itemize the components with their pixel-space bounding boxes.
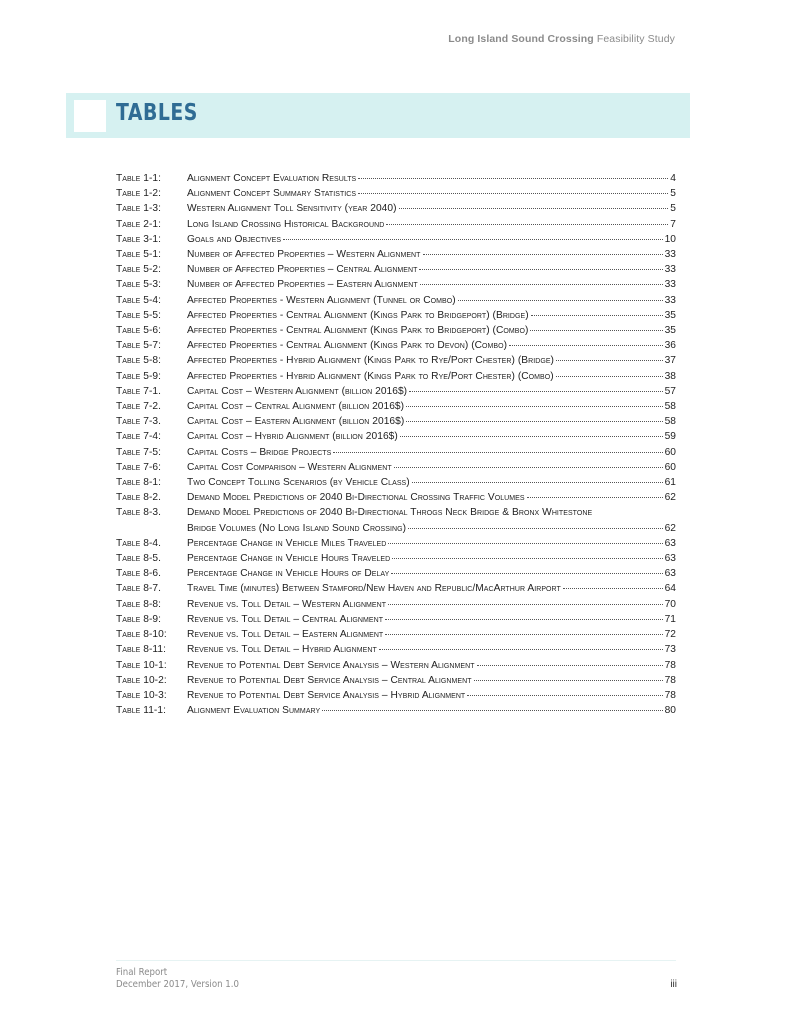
dot-leader [385,619,663,620]
dot-leader [474,680,663,681]
toc-entry-title: Revenue to Potential Debt Service Analysis – Hybrid Alignment [187,689,466,701]
toc-entry-page: 5 [670,203,676,215]
toc-entry[interactable] [116,551,676,566]
toc-entry-number: Table 5-5: [116,309,162,321]
toc-entry[interactable] [116,597,676,612]
toc-entry-title: Capital Cost – Hybrid Alignment (billion 2016$) [187,431,398,443]
dot-leader [477,665,663,666]
toc-entry-number: Table 7-6: [116,461,162,473]
toc-entry-number: Table 5-3: [116,279,162,291]
section-title: TABLES [116,100,198,126]
toc-entry-title: Capital Cost Comparison – Western Alignment [187,461,392,473]
dot-leader [420,284,663,285]
toc-entry-page: 35 [664,325,676,337]
toc-entry-number: Table 5-1: [116,249,162,261]
dot-leader [388,604,662,605]
dot-leader [394,467,663,468]
toc-entry-page: 58 [664,416,676,428]
toc-entry-title: Long Island Crossing Historical Background [187,218,385,230]
toc-entry[interactable] [116,612,676,627]
dot-leader [406,406,662,407]
toc-entry-number: Table 8-11: [116,644,166,656]
toc-entry[interactable] [116,566,676,581]
toc-entry-number: Table 5-9: [116,370,162,382]
toc-entry-number: Table 1-3: [116,203,162,215]
toc-entry-page: 78 [664,689,676,701]
dot-leader [530,330,662,331]
toc-entry[interactable] [116,581,676,596]
toc-entry-number: Table 7-4: [116,431,162,443]
toc-entry-page: 37 [664,355,676,367]
toc-entry-page: 78 [664,674,676,686]
toc-entry-title: Capital Costs – Bridge Projects [187,446,332,458]
toc-entry-title: Revenue vs. Toll Detail – Western Alignment [187,598,387,610]
toc-entry-number: Table 8-1: [116,477,162,489]
toc-entry-page: 78 [664,659,676,671]
toc-entry-title: Affected Properties - Central Alignment (Kings Park to Devon) (Combo) [187,340,508,352]
toc-entry-number: Table 2-1: [116,218,162,230]
toc-entry-page: 61 [664,477,676,489]
dot-leader [358,193,668,194]
dot-leader [406,421,662,422]
dot-leader [391,573,662,574]
toc-entry-title: Capital Cost – Eastern Alignment (billion 2016$) [187,416,405,428]
toc-entry-number: Table 5-4: [116,294,162,306]
toc-entry[interactable] [116,201,676,216]
toc-entry[interactable] [116,293,676,308]
toc-entry-page: 57 [664,385,676,397]
toc-entry-page: 63 [664,553,676,565]
toc-entry-page: 60 [664,461,676,473]
toc-entry[interactable] [116,703,676,718]
toc-entry-title: Number of Affected Properties – Eastern Alignment [187,279,418,291]
toc-entry[interactable] [116,277,676,292]
toc-entry[interactable] [116,232,676,247]
toc-entry-number: Table 1-2: [116,188,162,200]
toc-entry-number: Table 5-2: [116,264,162,276]
toc-entry[interactable] [116,338,676,353]
toc-entry-title: Affected Properties - Western Alignment (Tunnel or Combo) [187,294,456,306]
toc-entry-title: Affected Properties - Hybrid Alignment (Kings Park to Rye/Port Chester) (Bridge) [187,355,554,367]
toc-entry-title: Percentage Change in Vehicle Hours Traveled [187,553,391,565]
toc-entry[interactable] [116,475,676,490]
toc-entry[interactable] [116,429,676,444]
toc-entry-title: Revenue vs. Toll Detail – Hybrid Alignment [187,644,377,656]
dot-leader [509,345,662,346]
page-number: iii [670,979,677,990]
toc-entry-title: Two Concept Tolling Scenarios (by Vehicle Class) [187,477,410,489]
footer-info [116,967,239,991]
toc-entry-title: Revenue vs. Toll Detail – Central Alignment [187,613,384,625]
toc-entry-title: Number of Affected Properties – Western Alignment [187,249,421,261]
dot-leader [412,482,663,483]
toc-entry-page: 70 [664,598,676,610]
toc-entry-number: Table 1-1: [116,173,162,184]
header-title-rest: Feasibility Study [596,33,675,45]
toc-entry[interactable] [116,505,676,535]
toc-entry-page: 80 [664,705,676,717]
dot-leader [556,376,663,377]
toc-entry-title: Revenue to Potential Debt Service Analysis – Central Alignment [187,674,472,686]
toc-entry-number: Table 5-7: [116,340,162,352]
dot-leader [458,300,663,301]
dot-leader [408,528,663,529]
toc-entry[interactable] [116,460,676,475]
toc-entry-page: 64 [664,583,676,595]
toc-entry-number: Table 7-5: [116,446,162,458]
footer-line-2: December 2017, Version 1.0 [116,979,240,990]
section-banner [66,93,690,138]
toc-entry[interactable] [116,247,676,262]
toc-entry-title: Number of Affected Properties – Central Alignment [187,264,418,276]
toc-entry-title: Affected Properties - Hybrid Alignment (Kings Park to Rye/Port Chester) (Combo) [187,370,554,382]
toc-entry[interactable] [116,445,676,460]
dot-leader [283,239,662,240]
dot-leader [556,360,663,361]
toc-entry[interactable] [116,673,676,688]
dot-leader [385,634,662,635]
dot-leader [333,452,662,453]
toc-entry-page: 63 [664,537,676,549]
dot-leader [388,543,662,544]
toc-entry-page: 71 [664,613,676,625]
toc-entry-title: Affected Properties - Central Alignment (Kings Park to Bridgeport) (Bridge) [187,309,529,321]
toc-entry-page: 58 [664,401,676,413]
toc-entry-number: Table 8-9: [116,613,162,625]
dot-leader [563,588,663,589]
toc-entry-number: Table 5-6: [116,325,162,337]
toc-entry-title: Revenue vs. Toll Detail – Eastern Alignment [187,629,384,641]
dot-leader [386,224,668,225]
toc-entry-number: Table 8-5. [116,553,162,565]
toc-entry-page: 62 [664,522,676,534]
toc-entry-title: Demand Model Predictions of 2040 Bi-Directional Crossing Traffic Volumes [187,492,525,504]
running-header [448,33,675,45]
toc-entry[interactable] [116,384,676,399]
toc-entry-page: 33 [664,279,676,291]
toc-entry-page: 36 [664,340,676,352]
footer-divider [116,960,676,961]
dot-leader [419,269,662,270]
toc-entry-title: Alignment Concept Summary Statistics [187,188,357,200]
toc-entry-title: Percentage Change in Vehicle Hours of Delay [187,568,390,580]
toc-entry-page: 38 [664,370,676,382]
toc-entry-number: Table 8-10: [116,629,167,641]
toc-entry-page: 5 [670,188,676,200]
toc-entry-number: Table 10-3: [116,689,167,701]
toc-entry-number: Table 8-3. [116,507,162,519]
toc-entry[interactable] [116,414,676,429]
dot-leader [531,315,663,316]
toc-entry-number: Table 7-2. [116,401,162,413]
toc-entry-title: Percentage Change in Vehicle Miles Traveled [187,537,387,549]
toc-entry[interactable] [116,308,676,323]
toc-entry-number: Table 8-4. [116,537,162,549]
toc-entry-page: 63 [664,568,676,580]
toc-entry-title: Bridge Volumes (No Long Island Sound Crossing) [187,522,407,534]
toc-entry-title: Capital Cost – Central Alignment (billion 2016$) [187,401,405,413]
dot-leader [423,254,663,255]
toc-entry[interactable] [116,217,676,232]
toc-entry-number: Table 8-6. [116,568,162,580]
toc-entry-page: 33 [664,264,676,276]
toc-entry[interactable] [116,642,676,657]
dot-leader [409,391,662,392]
toc-entry-page: 62 [664,492,676,504]
toc-entry[interactable] [116,399,676,414]
toc-entry-title: Demand Model Predictions of 2040 Bi-Directional Throgs Neck Bridge & Bronx Whitestone [187,507,593,519]
toc-entry[interactable] [116,490,676,505]
toc-entry-page: 35 [664,309,676,321]
toc-entry-number: Table 5-8: [116,355,162,367]
toc-entry-page: 7 [670,218,676,230]
toc-entry-page: 33 [664,294,676,306]
toc-entry-page: 33 [664,249,676,261]
toc-entry-number: Table 8-2. [116,492,162,504]
dot-leader [379,649,663,650]
toc-entry-page: 10 [664,233,676,245]
banner-square [74,100,106,132]
toc-entry[interactable] [116,369,676,384]
dot-leader [358,178,668,179]
toc-entry-title: Goals and Objectives [187,233,282,245]
toc-entry-title: Capital Cost – Western Alignment (billion 2016$) [187,385,408,397]
footer-line-1: Final Report [116,967,168,978]
toc-entry-number: Table 8-8: [116,598,162,610]
toc-entry[interactable] [116,186,676,201]
toc-entry-page: 72 [664,629,676,641]
toc-entry-number: Table 11-1: [116,705,166,717]
toc-entry-number: Table 8-7. [116,583,162,595]
dot-leader [322,710,662,711]
toc-entry-number: Table 3-1: [116,233,162,245]
header-title-bold: Long Island Sound Crossing [448,33,594,45]
toc-entry-page: 73 [664,644,676,656]
list-of-tables [116,171,676,718]
dot-leader [527,497,663,498]
toc-entry-title: Revenue to Potential Debt Service Analysis – Western Alignment [187,659,475,671]
toc-entry[interactable] [116,536,676,551]
toc-entry-page: 59 [664,431,676,443]
toc-entry-title: Travel Time (minutes) Between Stamford/New Haven and Republic/MacArthur Airport [187,583,561,595]
toc-entry[interactable] [116,171,676,186]
toc-entry[interactable] [116,688,676,703]
toc-entry[interactable] [116,262,676,277]
toc-entry-number: Table 7-1. [116,385,162,397]
toc-entry-title: Affected Properties - Central Alignment (Kings Park to Bridgeport) (Combo) [187,325,529,337]
toc-entry-number: Table 10-1: [116,659,167,671]
toc-entry[interactable] [116,658,676,673]
toc-entry-title: Western Alignment Toll Sensitivity (year 2040) [187,203,397,215]
dot-leader [399,208,669,209]
toc-entry[interactable] [116,323,676,338]
toc-entry[interactable] [116,353,676,368]
toc-entry-page: 60 [664,446,676,458]
toc-entry-page: 4 [670,173,676,184]
dot-leader [467,695,662,696]
toc-entry-title: Alignment Evaluation Summary [187,705,321,717]
dot-leader [392,558,662,559]
dot-leader [400,436,663,437]
toc-entry-number: Table 7-3. [116,416,162,428]
toc-entry-number: Table 10-2: [116,674,167,686]
toc-entry-title: Alignment Concept Evaluation Results [187,173,357,184]
toc-entry[interactable] [116,627,676,642]
